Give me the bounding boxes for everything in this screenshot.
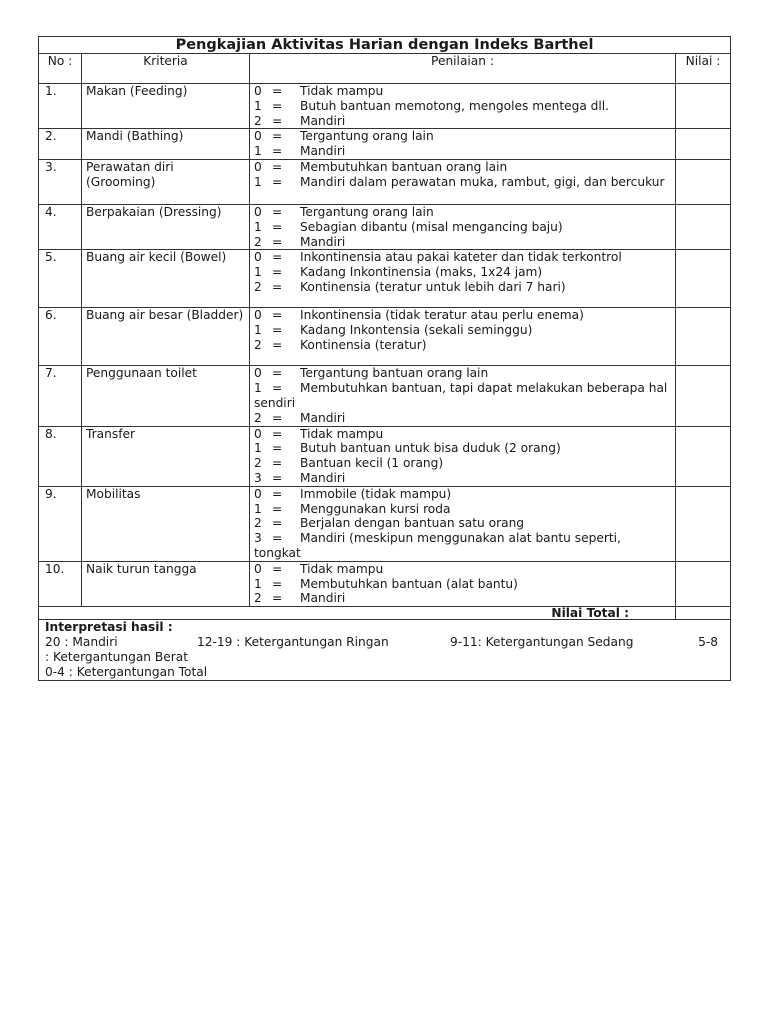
equals-sign: = [272,516,283,531]
score-option [254,99,671,114]
score-option [254,235,671,250]
score-option [254,502,671,517]
score-option [254,129,671,144]
row-number: 7. [39,366,82,426]
nilai-input-cell[interactable] [676,366,731,426]
score-option [254,308,671,323]
row-penilaian [250,486,676,561]
equals-sign: = [272,279,283,294]
score-option [254,531,671,561]
score-description: Tidak mampu [300,84,384,98]
row-kriteria: Mandi (Bathing) [82,129,250,160]
criteria-row [39,250,731,308]
equals-sign: = [272,337,283,352]
equals-sign: = [272,426,283,441]
score-value: 2 [254,410,262,425]
row-penilaian [250,366,676,426]
nilai-input-cell[interactable] [676,84,731,129]
row-kriteria: Buang air besar (Bladder) [82,308,250,366]
equals-sign: = [272,323,283,338]
score-value: 1 [254,219,262,234]
form-title: Pengkajian Aktivitas Harian dengan Indeks Barthel [39,37,731,54]
nilai-input-cell[interactable] [676,129,731,160]
score-option [254,427,671,442]
row-number: 10. [39,561,82,606]
interp-berat-range: 5-8 [698,634,719,649]
score-value: 0 [254,561,262,576]
row-kriteria: Transfer [82,426,250,486]
interp-sedang: 9-11: Ketergantungan Sedang [450,634,634,649]
score-value: 2 [254,234,262,249]
equals-sign: = [272,144,283,159]
row-kriteria: Naik turun tangga [82,561,250,606]
score-description: Membutuhkan bantuan (alat bantu) [300,576,518,591]
row-number: 3. [39,159,82,204]
header-nilai: Nilai : [676,54,731,84]
score-value: 0 [254,84,262,98]
equals-sign: = [272,129,283,144]
nilai-input-cell[interactable] [676,561,731,606]
equals-sign: = [272,219,283,234]
score-value: 1 [254,174,262,189]
interpretation-block [39,620,731,680]
row-penilaian [250,159,676,204]
interp-mandiri: 20 : Mandiri [45,634,118,649]
score-value: 0 [254,129,262,144]
score-value: 1 [254,576,262,591]
criteria-row [39,159,731,204]
score-option [254,144,671,159]
nilai-input-cell[interactable] [676,204,731,249]
score-description: Kadang Inkontensia (sekali seminggu) [300,323,533,338]
nilai-input-cell[interactable] [676,486,731,561]
score-option [254,471,671,486]
score-value: 2 [254,113,262,128]
equals-sign: = [272,204,283,219]
equals-sign: = [272,174,283,189]
score-option [254,250,671,265]
score-option [254,220,671,235]
score-option [254,381,671,411]
score-option [254,577,671,592]
score-value: 1 [254,381,262,396]
criteria-row [39,561,731,606]
score-value: 2 [254,591,262,606]
header-kriteria: Kriteria [82,54,250,84]
row-kriteria: Mobilitas [82,486,250,561]
score-option [254,487,671,502]
score-description: Sebagian dibantu (misal mengancing baju) [300,219,563,234]
score-value: 2 [254,456,262,471]
criteria-row [39,426,731,486]
interp-ringan: 12-19 : Ketergantungan Ringan [197,634,389,649]
nilai-input-cell[interactable] [676,426,731,486]
row-penilaian [250,84,676,129]
row-number: 4. [39,204,82,249]
score-option [254,205,671,220]
score-description: Tidak mampu [300,426,384,441]
header-no: No : [39,54,82,84]
score-option [254,114,671,129]
score-value: 1 [254,98,262,113]
equals-sign: = [272,470,283,485]
score-value: 2 [254,337,262,352]
nilai-input-cell[interactable] [676,308,731,366]
score-description: Membutuhkan bantuan orang lain [300,159,508,174]
score-description: Mandiri [300,144,346,159]
total-value-cell[interactable] [676,607,731,620]
score-description: Membutuhkan bantuan, tapi dapat melakukan beberapa hal sendiri [254,381,668,410]
criteria-row [39,486,731,561]
score-option [254,175,671,190]
equals-sign: = [272,501,283,516]
score-option [254,456,671,471]
criteria-row [39,308,731,366]
score-description: Inkontinensia (tidak teratur atau perlu enema) [300,308,584,323]
score-description: Berjalan dengan bantuan satu orang [300,516,525,531]
score-description: Mandiri [300,113,346,128]
score-option [254,265,671,280]
score-description: Mandiri (meskipun menggunakan alat bantu seperti, tongkat [254,531,621,560]
barthel-table [38,36,731,681]
row-kriteria: Makan (Feeding) [82,84,250,129]
header-penilaian: Penilaian : [250,54,676,84]
score-value: 0 [254,366,262,381]
equals-sign: = [272,84,283,98]
score-value: 1 [254,265,262,280]
equals-sign: = [272,366,283,381]
score-value: 0 [254,486,262,501]
nilai-input-cell[interactable] [676,159,731,204]
row-number: 2. [39,129,82,160]
row-number: 1. [39,84,82,129]
score-option [254,562,671,577]
score-value: 0 [254,159,262,174]
equals-sign: = [272,576,283,591]
total-row [39,607,731,620]
equals-sign: = [272,159,283,174]
score-value: 2 [254,516,262,531]
equals-sign: = [272,98,283,113]
interpretation-row [39,620,731,680]
total-label: Nilai Total : [39,607,676,620]
score-description: Tergantung orang lain [300,204,434,219]
score-description: Mandiri [300,470,346,485]
score-option [254,516,671,531]
score-description: Inkontinensia atau pakai kateter dan tidak terkontrol [300,250,622,265]
score-description: Menggunakan kursi roda [300,501,451,516]
equals-sign: = [272,486,283,501]
score-option [254,338,671,353]
score-description: Bantuan kecil (1 orang) [300,456,444,471]
equals-sign: = [272,456,283,471]
score-option [254,160,671,175]
row-penilaian [250,250,676,308]
interp-total: 0-4 : Ketergantungan Total [45,664,208,679]
row-kriteria: Perawatan diri (Grooming) [82,159,250,204]
interp-berat: : Ketergantungan Berat [45,649,189,664]
criteria-row [39,129,731,160]
score-value: 0 [254,426,262,441]
equals-sign: = [272,113,283,128]
equals-sign: = [272,250,283,265]
row-number: 9. [39,486,82,561]
row-kriteria: Buang air kecil (Bowel) [82,250,250,308]
score-description: Mandiri [300,410,346,425]
row-number: 5. [39,250,82,308]
equals-sign: = [272,265,283,280]
row-penilaian [250,308,676,366]
criteria-row [39,366,731,426]
score-description: Mandiri dalam perawatan muka, rambut, gigi, dan bercukur [300,174,665,189]
score-option [254,366,671,381]
row-number: 8. [39,426,82,486]
score-description: Kontinensia (teratur untuk lebih dari 7 hari) [300,279,566,294]
criteria-row [39,84,731,129]
score-value: 1 [254,323,262,338]
score-description: Mandiri [300,234,346,249]
score-option [254,441,671,456]
score-value: 1 [254,501,262,516]
score-value: 0 [254,204,262,219]
row-penilaian [250,129,676,160]
row-penilaian [250,204,676,249]
equals-sign: = [272,561,283,576]
equals-sign: = [272,591,283,606]
criteria-row [39,204,731,249]
equals-sign: = [272,381,283,396]
equals-sign: = [272,410,283,425]
score-value: 3 [254,531,262,546]
score-description: Butuh bantuan untuk bisa duduk (2 orang) [300,441,561,456]
score-description: Butuh bantuan memotong, mengoles mentega dll. [300,98,610,113]
score-value: 1 [254,144,262,159]
score-description: Tergantung orang lain [300,129,434,144]
score-option [254,280,671,295]
score-value: 0 [254,308,262,323]
nilai-input-cell[interactable] [676,250,731,308]
score-value: 1 [254,441,262,456]
score-description: Mandiri [300,591,346,606]
row-kriteria: Penggunaan toilet [82,366,250,426]
equals-sign: = [272,531,283,546]
interpretation-title: Interpretasi hasil : [45,620,173,635]
score-option [254,323,671,338]
equals-sign: = [272,441,283,456]
score-description: Kontinensia (teratur) [300,337,427,352]
score-description: Tergantung bantuan orang lain [300,366,489,381]
score-value: 2 [254,279,262,294]
score-description: Kadang Inkontinensia (maks, 1x24 jam) [300,265,543,280]
score-description: Tidak mampu [300,561,384,576]
equals-sign: = [272,308,283,323]
score-description: Immobile (tidak mampu) [300,486,452,501]
score-option [254,591,671,606]
interpretation-line [45,635,724,650]
row-penilaian [250,426,676,486]
barthel-index-form [38,36,730,681]
score-value: 3 [254,470,262,485]
score-value: 0 [254,250,262,265]
score-option [254,84,671,99]
equals-sign: = [272,234,283,249]
row-penilaian [250,561,676,606]
score-option [254,411,671,426]
row-number: 6. [39,308,82,366]
row-kriteria: Berpakaian (Dressing) [82,204,250,249]
